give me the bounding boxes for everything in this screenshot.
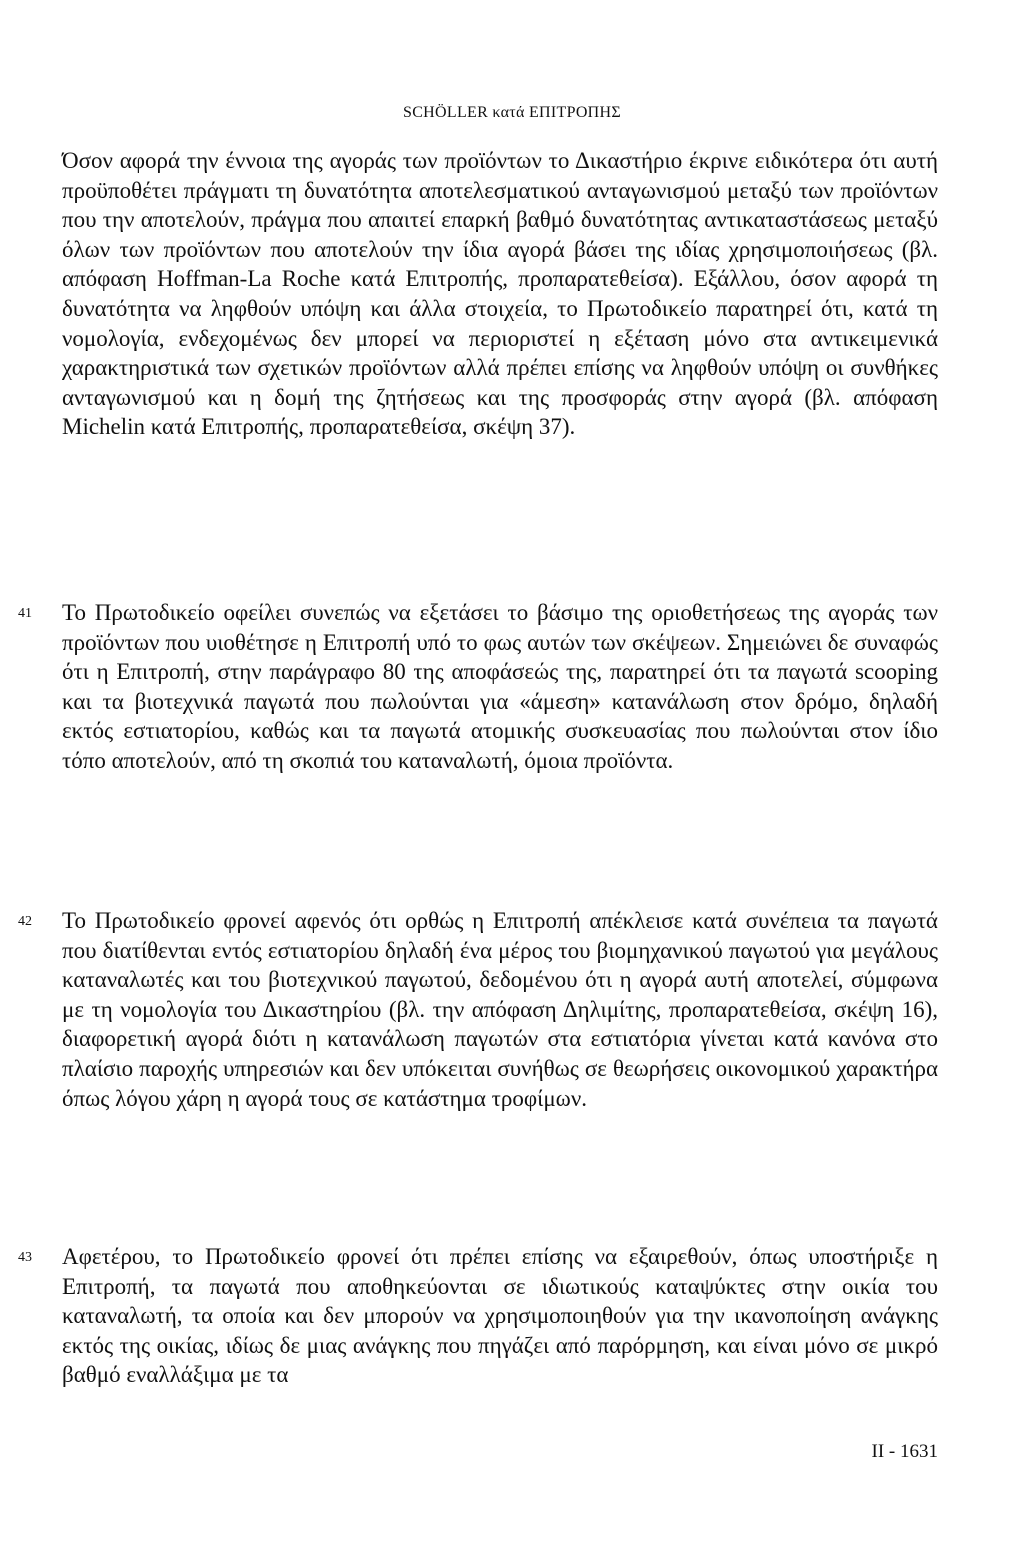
- paragraph-intro: Όσον αφορά την έννοια της αγοράς των προϊόντων το Δικαστήριο έκρινε ειδικότερα ότι αυτή προϋποθέτει πράγματι τη δυνατότητα αποτελεσματικού ανταγωνισμού μεταξύ των προϊόντων που την αποτελούν, πράγμα που απαιτεί επαρκή βαθμό δυνατότητας αντικαταστάσεως μεταξύ όλων των προϊόντων που αποτελούν την ίδια αγορά βάσει της ιδίας χρησιμοποιήσεως (βλ. απόφαση Hoffman-La Roche κατά Επιτροπής, προπαρατεθείσα). Εξάλλου, όσον αφορά τη δυνατότητα να ληφθούν υπόψη και άλλα στοιχεία, το Πρωτοδικείο παρατηρεί ότι, κατά τη νομολογία, ενδεχομένως δεν μπορεί να περιοριστεί η εξέταση μόνο στα αντικειμενικά χαρακτηριστικά των σχετικών προϊόντων αλλά πρέπει επίσης να ληφθούν υπόψη οι συνθήκες ανταγωνισμού και η δομή της ζητήσεως και της προσφοράς στην αγορά (βλ. απόφαση Michelin κατά Επιτροπής, προπαρατεθείσα, σκέψη 37).: [62, 148, 938, 440]
- paragraph-number: 41: [18, 606, 32, 621]
- paragraph-42: Το Πρωτοδικείο φρονεί αφενός ότι ορθώς η Επιτροπή απέκλεισε κατά συνέπεια τα παγωτά που διατίθενται εντός εστιατορίου δηλαδή ένα μέρος του βιομηχανικού παγωτού για μεγάλους καταναλωτές και του βιοτεχνικού παγωτού, δεδομένου ότι η αγορά αυτή αποτελεί, σύμφωνα με τη νομολογία του Δικαστηρίου (βλ. την απόφαση Δηλιμίτης, προπαρατεθείσα, σκέψη 16), διαφορετική αγορά διότι η κατανάλωση παγωτών στα εστιατόρια γίνεται κατά κανόνα στο πλαίσιο παροχής υπηρεσιών και δεν υπόκειται συνήθως σε θεωρήσεις οικονομικού χαρακτήρα όπως λόγου χάρη η αγορά τους σε κατάστημα τροφίμων.: [62, 908, 938, 1111]
- paragraph-41: Το Πρωτοδικείο οφείλει συνεπώς να εξετάσει το βάσιμο της οριοθετήσεως της αγοράς των προϊόντων που υιοθέτησε η Επιτροπή υπό το φως αυτών των σκέψεων. Σημειώνει δε συναφώς ότι η Επιτροπή, στην παράγραφο 80 της αποφάσεώς της, παρατηρεί ότι τα παγωτά scooping και τα βιοτεχνικά παγωτά που πωλούνται για «άμεση» κατανάλωση στον δρόμο, δηλαδή εκτός εστιατορίου, καθώς και τα παγωτά ατομικής συσκευασίας που πωλούνται στον ίδιο τόπο αποτελούν, από τη σκοπιά του καταναλωτή, όμοια προϊόντα.: [62, 600, 938, 773]
- paragraph-43: Αφετέρου, το Πρωτοδικείο φρονεί ότι πρέπει επίσης να εξαιρεθούν, όπως υποστήριξε η Επιτροπή, τα παγωτά που αποθηκεύονται σε ιδιωτικούς καταψύκτες στην οικία του καταναλωτή, τα οποία και δεν μπορούν να χρησιμοποιηθούν για την ικανοποίηση ανάγκης εκτός της οικίας, ιδίως δε μιας ανάγκης που πηγάζει από παρόρμηση, και είναι μόνο σε μικρό βαθμό εναλλάξιμα με τα: [62, 1244, 938, 1388]
- paragraph-number: 43: [18, 1250, 32, 1265]
- page-number: II - 1631: [871, 1441, 938, 1462]
- paragraph-number: 42: [18, 914, 32, 929]
- page-header: SCHÖLLER κατά ΕΠΙΤΡΟΠΗΣ: [403, 104, 621, 121]
